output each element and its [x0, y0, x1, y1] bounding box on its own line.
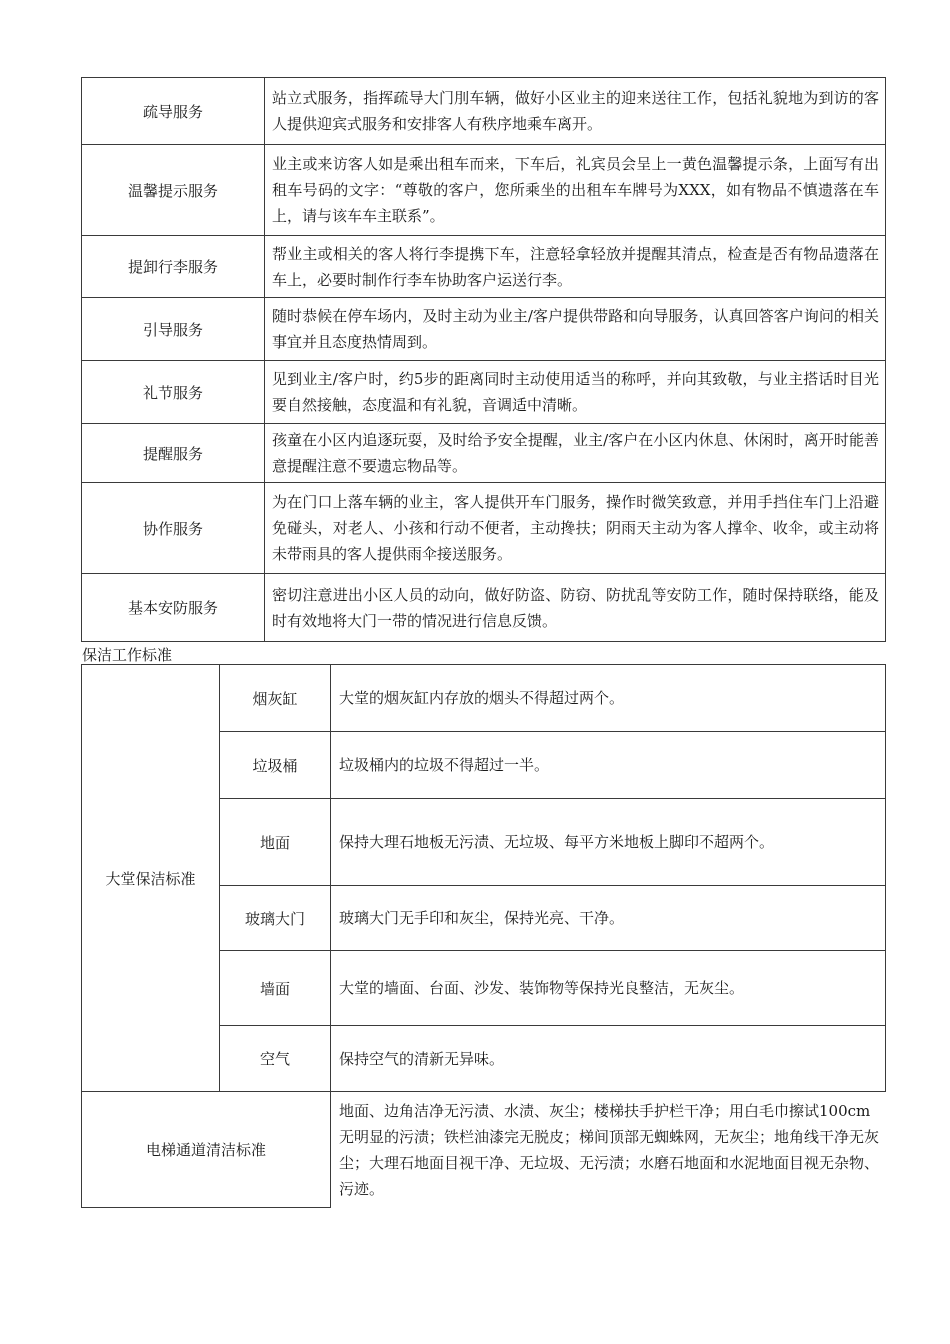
- service-description: 孩童在小区内追逐玩耍，及时给予安全提醒，业主/客户在小区内休息、休闲时，离开时能善意提醒注意不要遗忘物品等。: [265, 424, 886, 483]
- service-description: 随时恭候在停车场内，及时主动为业主/客户提供带路和向导服务，认真回答客户询问的相关事宜并且态度热情周到。: [265, 298, 886, 361]
- service-description: 业主或来访客人如是乘出租车而来，下车后，礼宾员会呈上一黄色温馨提示条，上面写有出租车号码的文字：“尊敬的客户，您所乘坐的出租车车牌号为XXX，如有物品不慎遗落在车上，请与该车车主联系”。: [265, 145, 886, 236]
- section-title: 保洁工作标准: [82, 646, 173, 664]
- lobby-item-description: 保持空气的清新无异味。: [331, 1026, 886, 1092]
- service-label: 提醒服务: [82, 424, 265, 483]
- service-label: 温馨提示服务: [82, 145, 265, 236]
- elevator-description: 地面、边角洁净无污渍、水渍、灰尘；楼梯扶手护栏干净；用白毛巾擦试100cm无明显的污渍；铁栏油漆完无脱皮；梯间顶部无蜘蛛网，无灰尘；地角线干净无灰尘；大理石地面目视干净、无垃圾、无污渍；水磨石地面和水泥地面目视无杂物、污迹。: [331, 1092, 886, 1208]
- service-standards-table: [81, 77, 886, 642]
- lobby-item-description: 玻璃大门无手印和灰尘，保持光亮、干净。: [331, 886, 886, 951]
- lobby-item-name: 墙面: [220, 951, 331, 1026]
- table-row: [82, 1092, 886, 1208]
- table-row: [82, 665, 886, 732]
- table-row: [82, 574, 886, 642]
- service-description: 站立式服务，指挥疏导大门刖车辆，做好小区业主的迎来送往工作，包括礼貌地为到访的客人提供迎宾式服务和安排客人有秩序地乘车离开。: [265, 78, 886, 145]
- service-description: 密切注意进出小区人员的动向，做好防盗、防窃、防扰乱等安防工作，随时保持联络，能及时有效地将大门一带的情况进行信息反馈。: [265, 574, 886, 642]
- table-row: [82, 361, 886, 424]
- service-label: 礼节服务: [82, 361, 265, 424]
- service-label: 协作服务: [82, 483, 265, 574]
- lobby-item-description: 大堂的墙面、台面、沙发、装饰物等保持光良整洁，无灰尘。: [331, 951, 886, 1026]
- lobby-item-name: 烟灰缸: [220, 665, 331, 732]
- lobby-item-description: 大堂的烟灰缸内存放的烟头不得超过两个。: [331, 665, 886, 732]
- lobby-item-name: 空气: [220, 1026, 331, 1092]
- table-row: [82, 298, 886, 361]
- cleaning-standards-table: [81, 664, 886, 1208]
- table-row: [82, 424, 886, 483]
- elevator-category: 电梯通道清洁标准: [82, 1092, 331, 1208]
- service-label: 提卸行李服务: [82, 236, 265, 298]
- service-description: 见到业主/客户时，约5步的距离同时主动使用适当的称呼，并向其致敬，与业主搭话时目光要自然接触，态度温和有礼貌，音调适中清晰。: [265, 361, 886, 424]
- table-row: [82, 78, 886, 145]
- service-label: 疏导服务: [82, 78, 265, 145]
- service-label: 引导服务: [82, 298, 265, 361]
- service-description: 为在门口上落车辆的业主，客人提供开车门服务，操作时微笑致意，并用手挡住车门上沿避免碰头，对老人、小孩和行动不便者，主动搀扶；阴雨天主动为客人撑伞、收伞，或主动将未带雨具的客人提供雨伞接送服务。: [265, 483, 886, 574]
- lobby-item-name: 玻璃大门: [220, 886, 331, 951]
- lobby-item-description: 垃圾桶内的垃圾不得超过一半。: [331, 732, 886, 799]
- table-row: [82, 145, 886, 236]
- service-description: 帮业主或相关的客人将行李提携下车，注意轻拿轻放并提醒其清点，检查是否有物品遗落在车上，必要时制作行李车协助客户运送行李。: [265, 236, 886, 298]
- lobby-category: 大堂保洁标准: [82, 665, 220, 1092]
- table-row: [82, 236, 886, 298]
- lobby-item-name: 垃圾桶: [220, 732, 331, 799]
- lobby-item-description: 保持大理石地板无污渍、无垃圾、每平方米地板上脚印不超两个。: [331, 799, 886, 886]
- lobby-item-name: 地面: [220, 799, 331, 886]
- service-label: 基本安防服务: [82, 574, 265, 642]
- table-row: [82, 483, 886, 574]
